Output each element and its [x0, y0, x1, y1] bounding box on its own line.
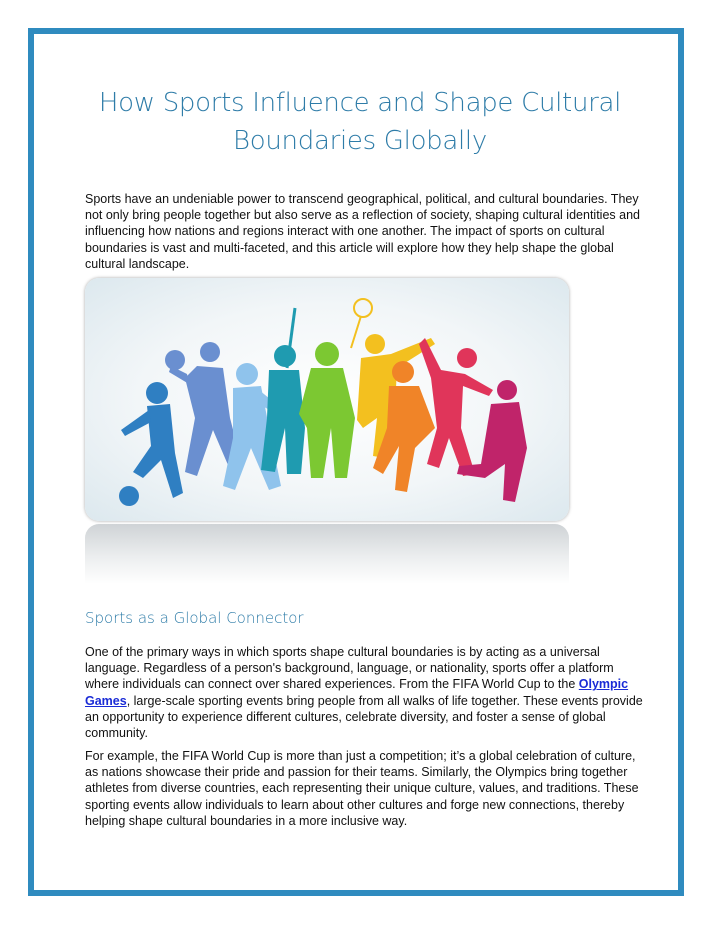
- athletes-illustration: [85, 278, 569, 521]
- paragraph-text: , large-scale sporting events bring people from all walks of life together. These events provide an opportunity to experience different cultures, celebrate diversity, and foster a sense of global community.: [85, 693, 643, 741]
- figure-magenta: [457, 380, 527, 502]
- sports-silhouettes-image: [85, 278, 569, 583]
- paragraph-text: One of the primary ways in which sports shape cultural boundaries is by acting as a universal language. Regardless of a person's background, language, or nationality, sports offer a platform where individuals can connect over shared experiences. From the FIFA World Cup to the: [85, 645, 614, 692]
- title-line-2: Boundaries Globally: [233, 126, 487, 156]
- title-line-1: How Sports Influence and Shape Cultural: [98, 88, 622, 118]
- paragraph-global-connector: [85, 644, 645, 741]
- figure-green: [299, 342, 355, 478]
- image-card: [85, 278, 569, 521]
- olympic-games-link[interactable]: Olympic Games: [85, 677, 629, 708]
- image-reflection: [85, 524, 569, 584]
- paragraph-world-cup-example: For example, the FIFA World Cup is more than just a competition; it’s a global celebration of culture, as nations showcase their pride and passion for their teams. Similarly, the Olympics bring together athletes from diverse countries, each representing their unique culture, values, and traditions. These sporting events allow individuals to learn about other cultures and forge new connections, thereby helping shape cultural boundaries in a more inclusive way.: [85, 749, 639, 828]
- intro-paragraph: Sports have an undeniable power to transcend geographical, political, and cultural boundaries. They not only bring people together but also serve as a reflection of society, shaping cultural identities and influencing how nations and regions interact with one another. The impact of sports on cultural boundaries is vast and multi-faceted, and this article will explore how they help shape the global cultural landscape.: [85, 192, 640, 271]
- page-title: [60, 84, 660, 160]
- figure-blue: [121, 382, 183, 498]
- figure-teal: [261, 308, 305, 474]
- ball-shape: [119, 486, 139, 506]
- figure-red: [419, 338, 493, 476]
- section-heading: Sports as a Global Connector: [85, 609, 304, 627]
